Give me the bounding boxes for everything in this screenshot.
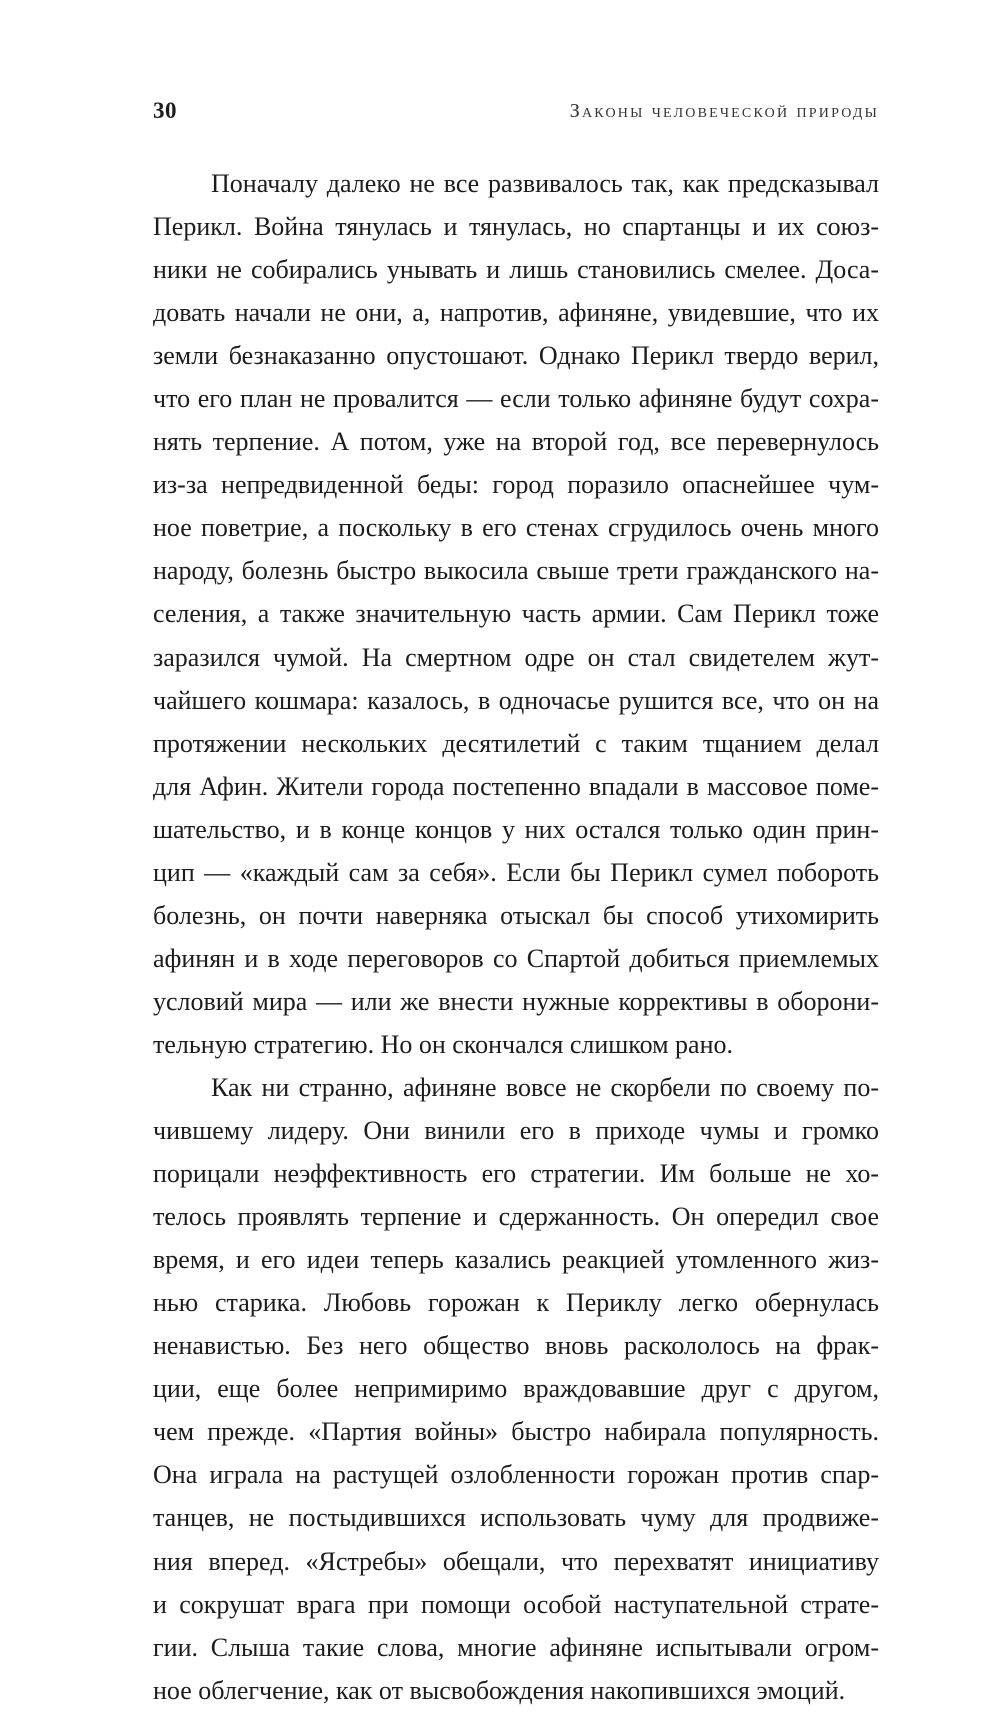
text-line: селения, а также значительную часть армии. Сам Перикл тоже xyxy=(153,599,879,629)
text-line: что его план не провалится — если только афиняне будут сохра- xyxy=(153,384,879,414)
text-line: афинян и в ходе переговоров со Спартой добиться приемлемых xyxy=(153,943,879,973)
text-line: гии. Слыша такие слова, многие афиняне испытывали огром- xyxy=(153,1632,879,1662)
text-line: и сокрушат врага при помощи особой наступательной страте- xyxy=(153,1589,879,1619)
text-line: условий мира — или же внести нужные коррективы в оборони- xyxy=(153,986,879,1016)
text-line: Поначалу далеко не все развивалось так, как предсказывал xyxy=(211,169,879,198)
text-line: время, и его идеи теперь казались реакцией утомленного жиз- xyxy=(153,1245,879,1275)
text-line: нять терпение. А потом, уже на второй год, все перевернулось xyxy=(153,427,879,457)
text-line: земли безнаказанно опустошают. Однако Перикл твердо верил, xyxy=(153,341,879,371)
text-line: Перикл. Война тянулась и тянулась, но спартанцы и их союз- xyxy=(153,212,879,242)
text-line: тельную стратегию. Но он скончался слишком рано. xyxy=(153,1029,734,1059)
text-line: довать начали не они, а, напротив, афиняне, увидевшие, что их xyxy=(153,298,879,328)
text-line: ненавистью. Без него общество вновь раскололось на фрак- xyxy=(153,1331,879,1361)
text-line: ное облегчение, как от высвобождения накопившихся эмоций. xyxy=(153,1675,846,1705)
text-line: нью старика. Любовь горожан к Периклу легко обернулась xyxy=(153,1288,879,1318)
text-line: для Афин. Жители города постепенно впадали в массовое поме- xyxy=(153,771,879,801)
text-line: чившему лидеру. Они винили его в приходе чумы и громко xyxy=(153,1116,879,1146)
text-line: протяжении нескольких десятилетий с таким тщанием делал xyxy=(153,728,879,758)
text-line: заразился чумой. На смертном одре он стал свидетелем жут- xyxy=(153,642,879,672)
text-line: болезнь, он почти наверняка отыскал бы способ утихомирить xyxy=(153,900,879,930)
body-text xyxy=(153,162,879,1712)
book-title: Законы человеческой природы xyxy=(569,100,879,122)
paragraph-2 xyxy=(153,1066,879,1712)
text-line: чем прежде. «Партия войны» быстро набирала популярность. xyxy=(153,1417,879,1447)
text-line: порицали неэффективность его стратегии. Им больше не хо- xyxy=(153,1159,879,1189)
text-line: ния вперед. «Ястребы» обещали, что перехватят инициативу xyxy=(153,1546,879,1576)
text-line: ное поветрие, а поскольку в его стенах сгрудилось очень много xyxy=(153,513,879,543)
text-line: Она играла на растущей озлобленности горожан против спар- xyxy=(153,1460,879,1490)
paragraph-1 xyxy=(153,162,879,1066)
text-line: народу, болезнь быстро выкосила свыше трети гражданского на- xyxy=(153,556,879,586)
text-line: из-за непредвиденной беды: город поразило опаснейшее чум- xyxy=(153,470,879,500)
text-line: танцев, не постыдившихся использовать чуму для продвиже- xyxy=(153,1503,879,1533)
text-line: шательство, и в конце концов у них остался только один прин- xyxy=(153,814,879,844)
text-line: ции, еще более непримиримо враждовавшие друг с другом, xyxy=(153,1374,879,1404)
page-number: 30 xyxy=(153,98,177,123)
text-line: ники не собирались унывать и лишь становились смелее. Доса- xyxy=(153,255,879,285)
text-line: Как ни странно, афиняне вовсе не скорбели по своему по- xyxy=(211,1072,879,1102)
running-head xyxy=(153,98,879,132)
text-line: чайшего кошмара: казалось, в одночасье рушится все, что он на xyxy=(153,685,879,715)
text-line: телось проявлять терпение и сдержанность. Он опередил свое xyxy=(153,1202,879,1232)
text-line: цип — «каждый сам за себя». Если бы Перикл сумел побороть xyxy=(153,857,879,887)
